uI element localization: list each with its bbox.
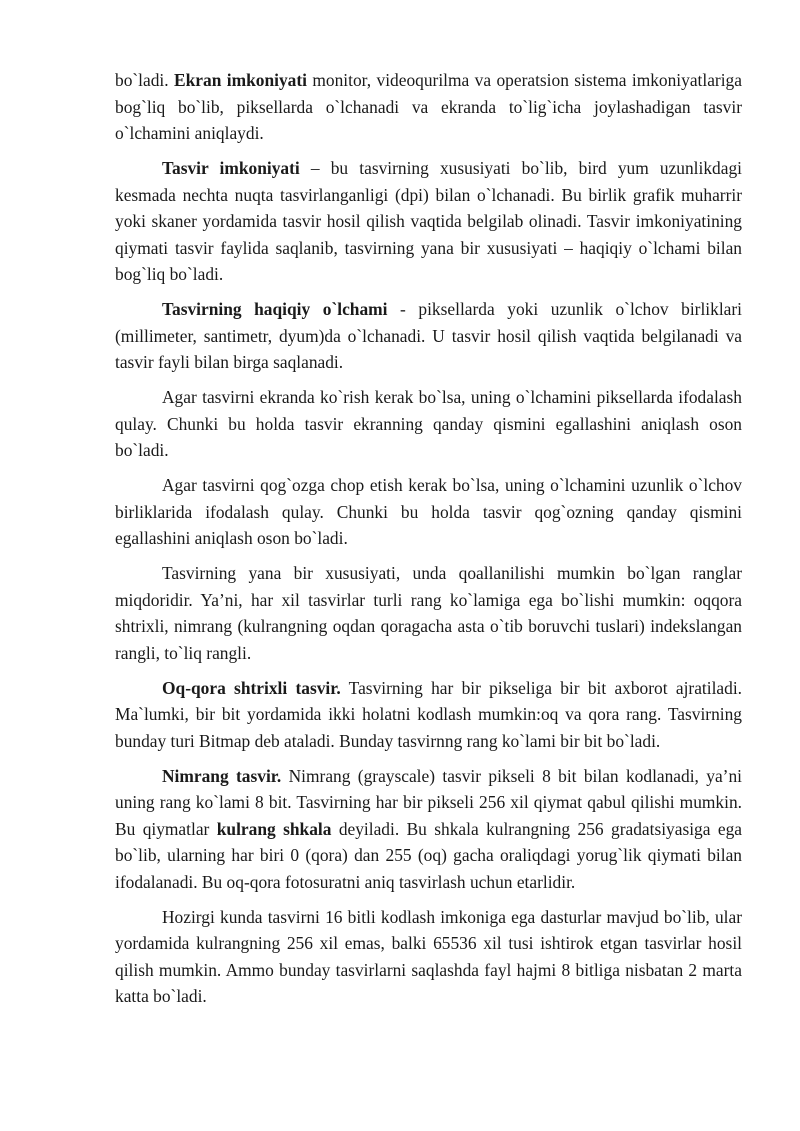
paragraph-text: – bu tasvirning xususiyati bo`lib, bird yum uzunlikdagi kesmada nechta nuqta tasvirlanganligi (dpi) bilan o`lchanadi. Bu birlik grafik muharrir yoki skaner yordamida tasvir hosil qilish vaqtida belgilab olinadi. Tasvir imkoniyatining qiymati tasvir faylida saqlanib, tasvirning yana bir xususiyati – haqiqiy o`lchami bilan bog`liq bo`ladi. bbox=[115, 158, 742, 284]
paragraph-text: Tasvirning yana bir xususiyati, unda qoallanilishi mumkin bo`lgan ranglar miqdoridir. Ya’ni, har xil tasvirlar turli rang ko`lamiga ega bo`lishi mumkin: oqqora shtrixli, nimrang (kulrangning oqdan qoragacha asta o`tib boruvchi tuslari) indekslangan rangli, to`liq rangli. bbox=[115, 563, 742, 663]
bold-term: Ekran imkoniyati bbox=[174, 70, 307, 90]
bold-term: Tasvirning haqiqiy o`lchami bbox=[162, 299, 388, 319]
paragraph bbox=[115, 904, 742, 1010]
paragraph bbox=[115, 155, 742, 288]
paragraph bbox=[115, 560, 742, 666]
paragraph-text: monitor, videoqurilma va operatsion sistema imkoniyatlariga bog`liq bo`lib, piksellarda o`lchanadi va ekranda to`lig`icha joylashadigan tasvir o`lchamini aniqlaydi. bbox=[115, 70, 742, 143]
bold-term: Oq-qora shtrixli tasvir. bbox=[162, 677, 341, 698]
paragraph bbox=[115, 675, 742, 755]
paragraph bbox=[115, 472, 742, 552]
bold-term: Tasvir imkoniyati bbox=[162, 158, 300, 178]
paragraph-text: bo`ladi. bbox=[115, 70, 175, 90]
paragraph bbox=[115, 296, 742, 376]
paragraph bbox=[115, 763, 742, 896]
paragraph-text: - piksellarda yoki uzunlik o`lchov birliklari (millimeter, santimetr, dyum)da o`lchanadi. U tasvir hosil qilish vaqtida belgilanadi va tasvir fayli bilan birga saqlanadi. bbox=[115, 299, 742, 372]
bold-term: Nimrang tasvir. bbox=[162, 765, 282, 786]
paragraph-text: Tasvirning har bir pikseliga bir bit axborot ajratiladi. Ma`lumki, bir bit yordamida ikki holatni kodlash mumkin:oq va qora rang. Tasvirning bunday turi Bitmap deb ataladi. Bunday tasvirnng rang ko`lami bir bit bo`ladi. bbox=[115, 677, 742, 751]
bold-term: kulrang shkala bbox=[216, 818, 332, 839]
paragraph bbox=[115, 384, 742, 464]
paragraph bbox=[115, 67, 742, 147]
paragraph-text: Nimrang (grayscale) tasvir pikseli 8 bit bilan kodlanadi, ya’ni uning rang ko`lami 8 bit. Tasvirning har bir pikseli 256 xil qiymat qabul qilishi mumkin. Bu qiymatlar bbox=[115, 765, 742, 839]
paragraph-text: Agar tasvirni qog`ozga chop etish kerak bo`lsa, uning o`lchamini uzunlik o`lchov birliklarida ifodalash qulay. Chunki bu holda tasvir qog`ozning qanday qismini egallashini aniqlash oson bo`ladi. bbox=[115, 475, 742, 548]
paragraph-text: Agar tasvirni ekranda ko`rish kerak bo`lsa, uning o`lchamini piksellarda ifodalash qulay. Chunki bu holda tasvir ekranning qanday qismini egallashini aniqlash oson bo`ladi. bbox=[115, 387, 742, 460]
paragraph-text: deyiladi. Bu shkala kulrangning 256 gradatsiyasiga ega bo`lib, ularning har biri 0 (qora) dan 255 (oq) gacha oraliqdagi yorug`lik qiymati bilan ifodalanadi. Bu oq-qora fotosuratni aniq tasvirlash uchun etarlidir. bbox=[115, 818, 742, 892]
paragraph-text: Hozirgi kunda tasvirni 16 bitli kodlash imkoniga ega dasturlar mavjud bo`lib, ular yordamida kulrangning 256 xil emas, balki 65536 xil tusi ishtirok etgan tasvirlar hosil qilish mumkin. Ammo bunday tasvirlarni saqlashda fayl hajmi 8 bitliga nisbatan 2 marta katta bo`ladi. bbox=[115, 906, 742, 1006]
document-page bbox=[115, 67, 742, 1018]
